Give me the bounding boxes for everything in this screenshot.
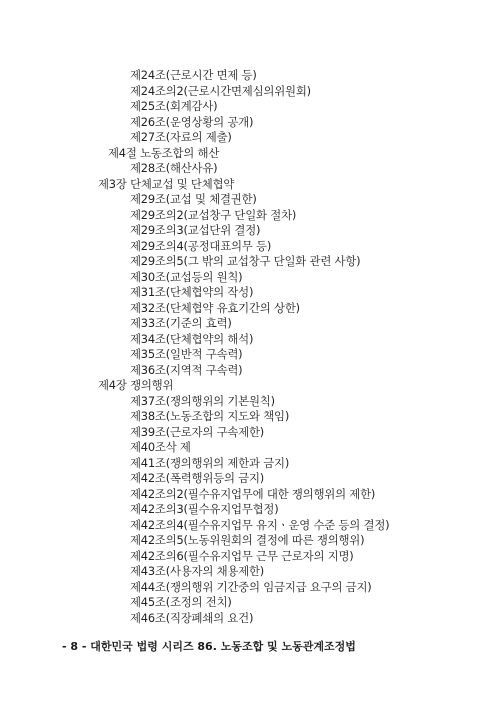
- toc-article-entry: 제29조의2(교섭창구 단일화 절차): [130, 207, 297, 222]
- toc-article-entry: 제32조(단체협약 유효기간의 상한): [130, 300, 300, 315]
- toc-article-entry: 제24조(근로시간 면제 등): [130, 68, 257, 82]
- toc-article-entry: 제40조삭 제: [130, 440, 191, 454]
- toc-article-entry: 제36조(지역적 구속력): [130, 362, 243, 377]
- toc-article-entry: 제31조(단체협약의 작성): [130, 285, 254, 299]
- toc-article-entry: 제42조의6(필수유지업무 근무 근로자의 지명): [130, 548, 354, 563]
- toc-article-entry: 제29조(교섭 및 체결권한): [130, 192, 257, 206]
- toc-article-entry: 제41조(쟁의행위의 제한과 금지): [130, 455, 290, 470]
- toc-article-entry: 제42조의4(필수유지업무 유지ㆍ운영 수준 등의 결정): [130, 517, 390, 532]
- toc-article-entry: 제29조의5(그 밖의 교섭창구 단일화 관련 사항): [130, 254, 361, 268]
- toc-article-entry: 제35조(일반적 구속력): [130, 347, 243, 361]
- toc-article-entry: 제29조의4(공정대표의무 등): [130, 238, 272, 253]
- toc-article-entry: 제37조(쟁의행위의 기본원칙): [130, 393, 275, 408]
- toc-article-entry: 제34조(단체협약의 해석): [130, 331, 254, 346]
- page-footer: - 8 - 대한민국 법령 시리즈 86. 노동조합 및 노동관계조정법: [62, 640, 356, 653]
- toc-chapter-entry: 제4장 쟁의행위: [98, 378, 174, 392]
- toc-article-entry: 제44조(쟁의행위 기간중의 임금지급 요구의 금지): [130, 579, 372, 594]
- toc-article-entry: 제30조(교섭등의 원칙): [130, 269, 243, 284]
- toc-article-entry: 제27조(자료의 제출): [130, 130, 232, 144]
- toc-article-entry: 제42조의3(필수유지업무협정): [130, 502, 279, 516]
- toc-article-entry: 제29조의3(교섭단위 결정): [130, 223, 261, 237]
- toc-article-entry: 제38조(노동조합의 지도와 책임): [130, 409, 290, 423]
- toc-article-entry: 제33조(기준의 효력): [130, 316, 232, 330]
- toc-article-entry: 제24조의2(근로시간면제심의위원회): [130, 83, 311, 98]
- toc-chapter-entry: 제3장 단체교섭 및 단체협약: [98, 176, 235, 191]
- toc-article-entry: 제26조(운영상황의 공개): [130, 114, 254, 129]
- toc-article-entry: 제25조(회계감사): [130, 99, 218, 113]
- toc-article-entry: 제45조(조정의 전치): [130, 595, 232, 609]
- toc-article-entry: 제42조의5(노동위원회의 결정에 따른 쟁의행위): [130, 533, 365, 547]
- toc-article-entry: 제42조(폭력행위등의 금지): [130, 471, 265, 485]
- toc-article-entry: 제28조(해산사유): [130, 161, 218, 175]
- toc-article-entry: 제42조의2(필수유지업무에 대한 쟁의행위의 제한): [130, 486, 376, 501]
- toc-article-entry: 제46조(직장폐쇄의 요건): [130, 610, 254, 625]
- toc-article-entry: 제39조(근로자의 구속제한): [130, 424, 265, 439]
- toc-article-entry: 제43조(사용자의 채용제한): [130, 564, 265, 578]
- toc-section-entry: 제4절 노동조합의 해산: [108, 145, 220, 160]
